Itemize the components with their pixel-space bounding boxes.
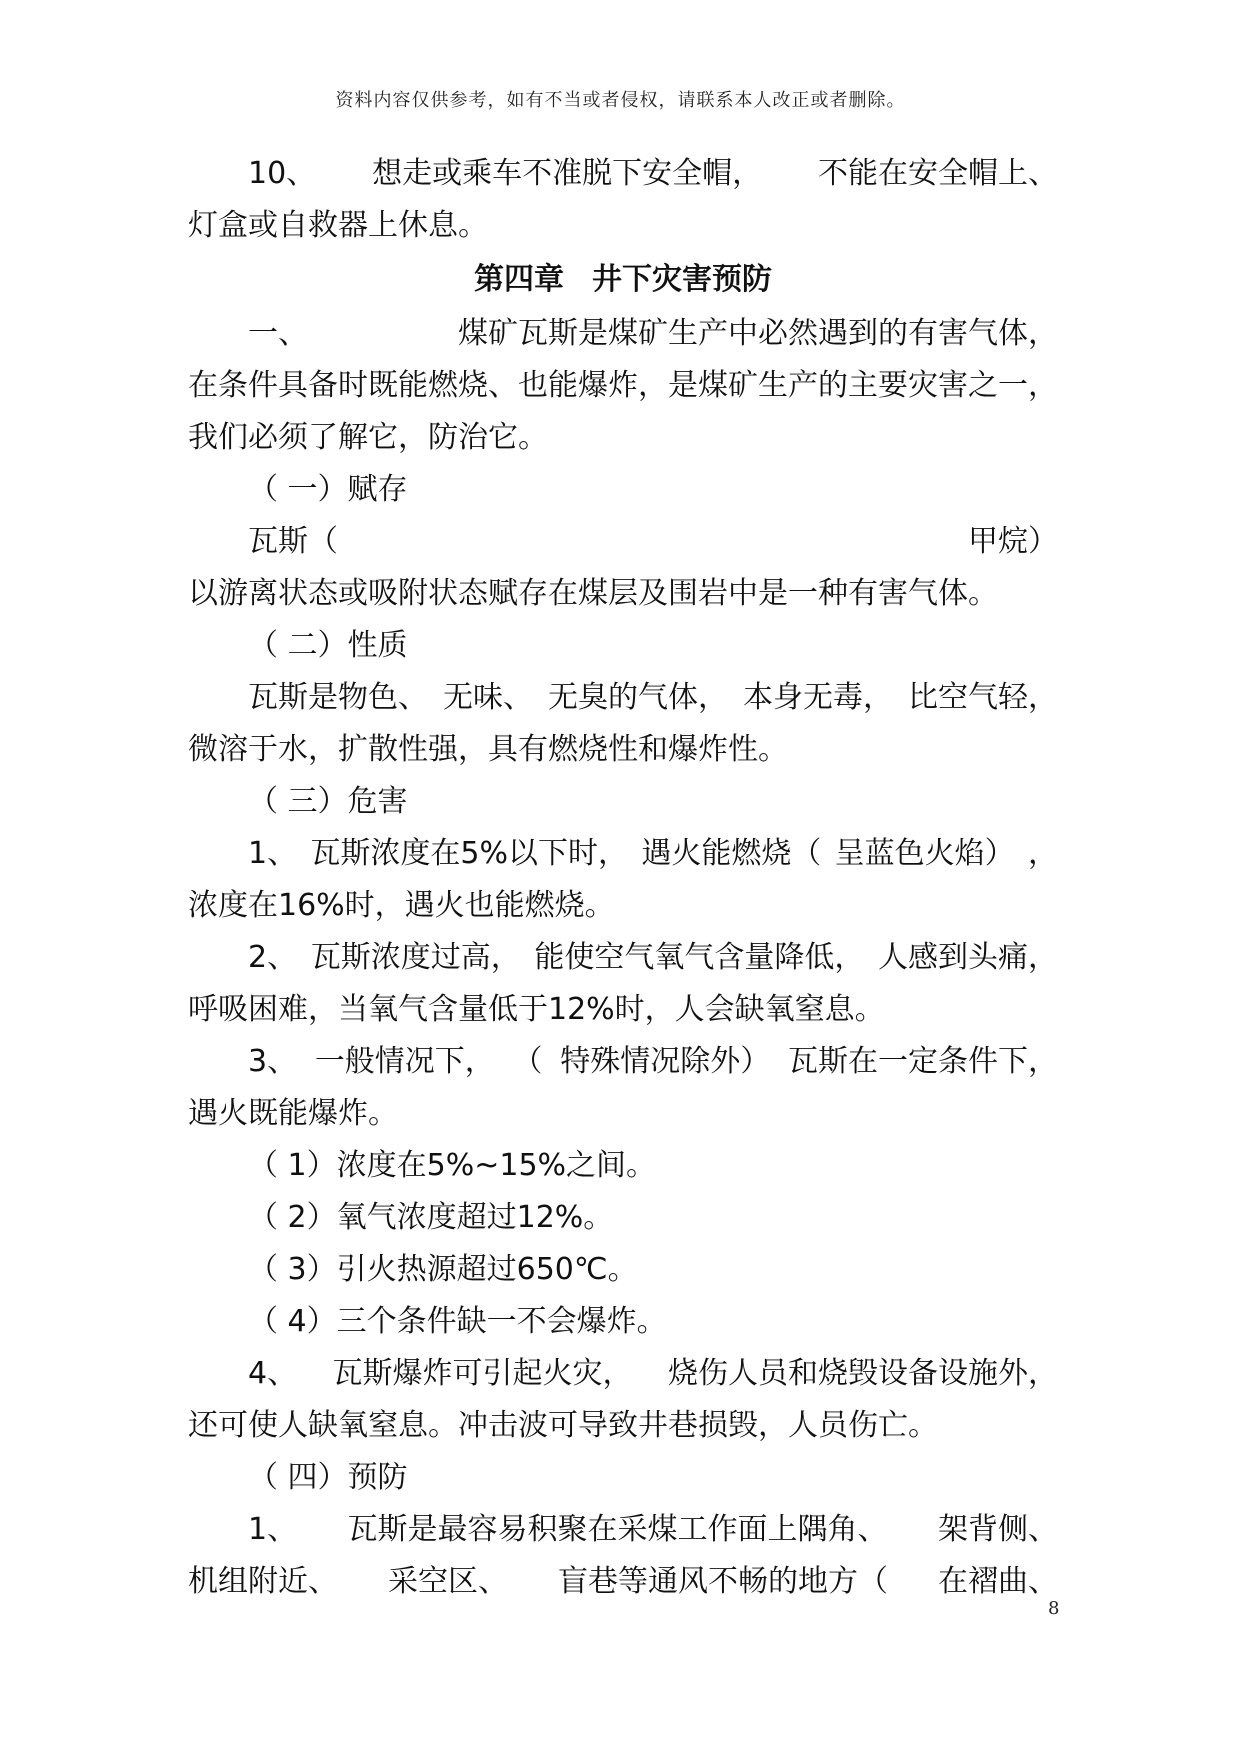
text-segment: 呈蓝色火焰） xyxy=(834,836,1015,871)
text-segment: 在褶曲、 xyxy=(938,1564,1058,1599)
chapter-label: 第四章 xyxy=(474,262,564,297)
text-segment: 遇火能燃烧（ xyxy=(641,836,822,871)
paragraph-line xyxy=(188,360,1058,412)
paragraph-line xyxy=(188,308,1058,360)
text-segment: 烧伤人员和烧毁设备设施外， xyxy=(668,1356,1058,1391)
paragraph-line: 呼吸困难，当氧气含量低于12%时，人会缺氧窒息。 xyxy=(188,992,885,1027)
text-segment: 人感到头痛， xyxy=(877,940,1058,975)
page-number: 8 xyxy=(1048,1598,1060,1619)
section-title: （ 一）赋存 xyxy=(248,472,408,507)
paragraph-line xyxy=(188,1556,1058,1608)
text-segment: 瓦斯是物色、 xyxy=(248,680,428,715)
chapter-heading xyxy=(188,252,1058,308)
item-number: 1、 xyxy=(248,1512,298,1547)
section-title: （ 三）危害 xyxy=(248,784,408,819)
text-segment: 采空区、 xyxy=(388,1564,508,1599)
paragraph-line xyxy=(188,148,1058,200)
text-segment: 瓦斯（ xyxy=(248,524,338,559)
text-segment: 能使空气氧气含量降低， xyxy=(534,940,865,975)
item-number: 10、 xyxy=(248,156,317,191)
text-segment: 在条件具备时既能燃烧、 xyxy=(188,368,518,403)
text-segment: 瓦斯爆炸可引起火灾， xyxy=(332,1356,633,1391)
paragraph-line: 灯盒或自救器上休息。 xyxy=(188,208,488,243)
paragraph-line: 以游离状态或吸附状态赋存在煤层及围岩中是一种有害气体。 xyxy=(188,576,998,611)
paragraph-line xyxy=(188,1036,1058,1088)
paragraph-line: 微溶于水，扩散性强，具有燃烧性和爆炸性。 xyxy=(188,732,788,767)
text-segment: 瓦斯在一定条件下， xyxy=(787,1044,1058,1079)
item-number: 1、 xyxy=(248,836,298,871)
paragraph-line: 浓度在16%时，遇火也能燃烧。 xyxy=(188,888,615,923)
paragraph-line: 遇火既能爆炸。 xyxy=(188,1096,398,1131)
condition-item: （ 1）浓度在5%~15%之间。 xyxy=(248,1148,657,1183)
item-number: 2、 xyxy=(248,940,298,975)
paragraph-line xyxy=(188,672,1058,724)
paragraph-line xyxy=(188,932,1058,984)
text-segment: 甲烷） xyxy=(968,524,1058,559)
chapter-title: 井下灾害预防 xyxy=(592,262,772,297)
header-disclaimer: 资料内容仅供参考，如有不当或者侵权，请联系本人改正或者删除。 xyxy=(335,90,906,111)
text-segment: 瓦斯浓度过高， xyxy=(310,940,521,975)
text-segment: 架背侧、 xyxy=(938,1512,1058,1547)
text-segment: 机组附近、 xyxy=(188,1564,338,1599)
section-title: （ 二）性质 xyxy=(248,628,408,663)
text-segment: 也能爆炸， xyxy=(518,368,668,403)
paragraph-line xyxy=(188,516,1058,568)
text-segment: 是煤矿生产的主要灾害之一， xyxy=(668,368,1058,403)
text-segment: 无臭的气体， xyxy=(548,680,728,715)
condition-item: （ 4）三个条件缺一不会爆炸。 xyxy=(248,1304,667,1339)
text-segment: （ xyxy=(512,1044,543,1079)
text-segment: 想走或乘车不准脱下安全帽， xyxy=(372,156,763,191)
condition-item: （ 3）引火热源超过650℃。 xyxy=(248,1252,638,1287)
paragraph-line xyxy=(188,828,1058,880)
text-segment: 煤矿瓦斯是煤矿生产中必然遇到的有害气体， xyxy=(458,316,1058,351)
condition-item: （ 2）氧气浓度超过12%。 xyxy=(248,1200,614,1235)
item-number: 3、 xyxy=(248,1044,298,1079)
paragraph-line xyxy=(188,1348,1058,1400)
paragraph-line: 还可使人缺氧窒息。冲击波可导致井巷损毁，人员伤亡。 xyxy=(188,1408,938,1443)
text-segment: 特殊情况除外） xyxy=(560,1044,771,1079)
text-segment: ， xyxy=(1028,836,1058,871)
document-body xyxy=(188,148,1058,1608)
text-segment: 比空气轻， xyxy=(908,680,1058,715)
text-segment: 不能在安全帽上、 xyxy=(818,156,1058,191)
item-number: 4、 xyxy=(248,1356,298,1391)
text-segment: 本身无毒， xyxy=(743,680,893,715)
text-segment: 无味、 xyxy=(443,680,533,715)
text-segment: 瓦斯浓度在5%以下时， xyxy=(310,836,629,871)
text-segment: 一般情况下， xyxy=(314,1044,495,1079)
text-segment: 盲巷等通风不畅的地方（ xyxy=(558,1564,888,1599)
section-title: （ 四）预防 xyxy=(248,1460,408,1495)
item-number: 一、 xyxy=(248,316,308,351)
paragraph-line xyxy=(188,1504,1058,1556)
paragraph-line: 我们必须了解它，防治它。 xyxy=(188,420,548,455)
text-segment: 瓦斯是最容易积聚在采煤工作面上隅角、 xyxy=(347,1512,888,1547)
